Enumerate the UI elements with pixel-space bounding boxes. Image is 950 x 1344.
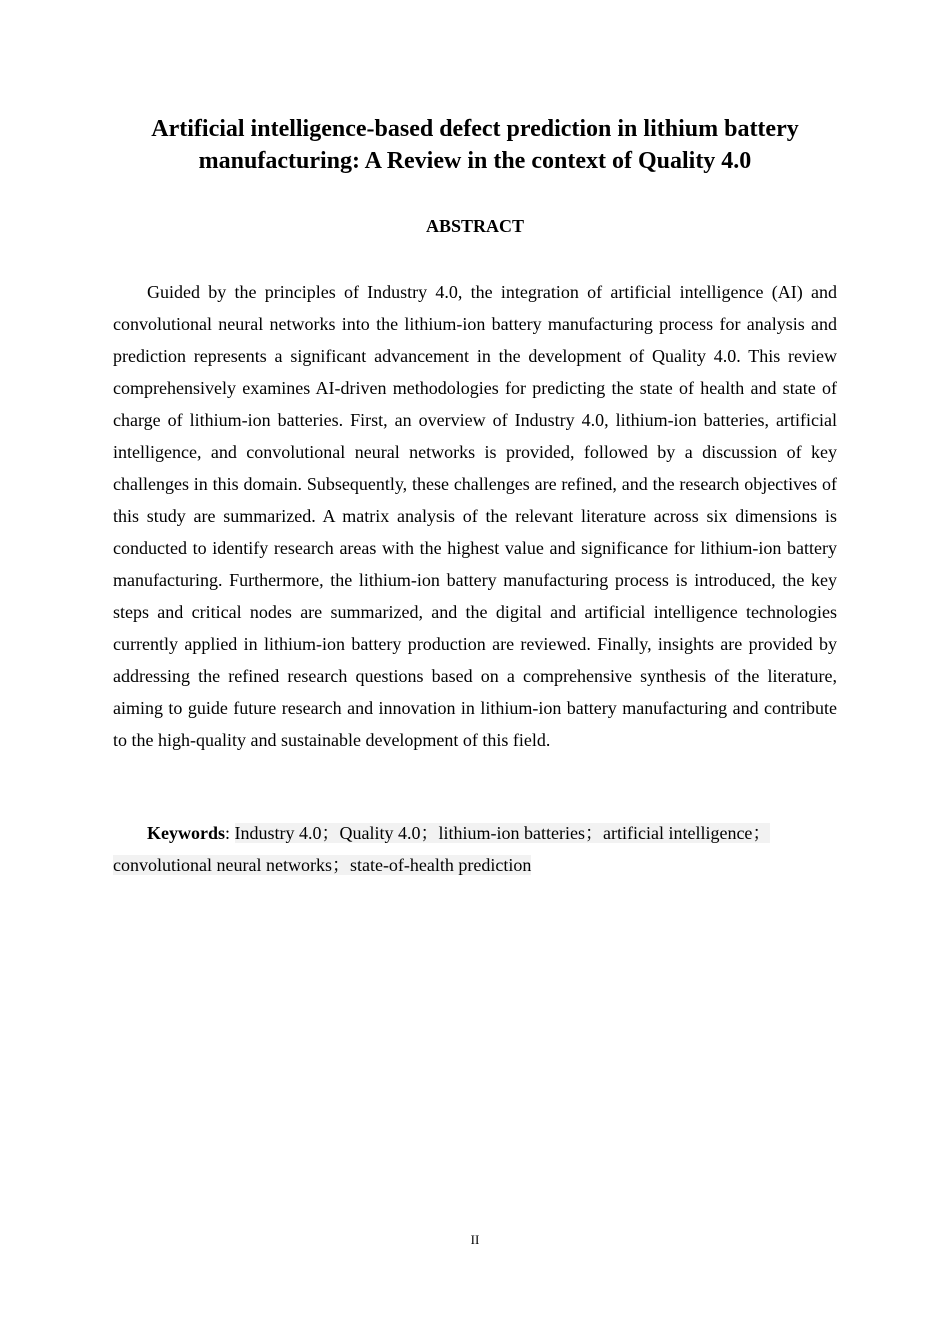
keyword-separator: ； <box>752 823 771 843</box>
keyword-item: Industry 4.0 <box>234 823 322 843</box>
keyword-item: lithium-ion batteries <box>438 823 585 843</box>
keywords-colon: : <box>225 823 231 843</box>
abstract-heading: ABSTRACT <box>425 216 525 236</box>
keyword-item: artificial intelligence <box>603 823 753 843</box>
keyword-separator: ； <box>420 823 439 843</box>
keywords-paragraph <box>113 817 837 881</box>
keyword-separator: ； <box>321 823 340 843</box>
keyword-item: state-of-health prediction <box>349 855 532 875</box>
page-number: II <box>470 1232 480 1247</box>
abstract-body: Guided by the principles of Industry 4.0, the integration of artificial intelligence (AI) and convolutional neural networks into the lithium-ion battery manufacturing process for analysis and prediction represents a significant advancement in the development of Quality 4.0. This review comprehensively examines AI-driven methodologies for predicting the state of health and state of charge of lithium-ion batteries. First, an overview of Industry 4.0, lithium-ion batteries, artificial intelligence, and convolutional neural networks is provided, followed by a discussion of key challenges in this domain. Subsequently, these challenges are refined, and the research objectives of this study are summarized. A matrix analysis of the relevant literature across six dimensions is conducted to identify research areas with the highest value and significance for lithium-ion battery manufacturing. Furthermore, the lithium-ion battery manufacturing process is introduced, the key steps and critical nodes are summarized, and the digital and artificial intelligence technologies currently applied in lithium-ion battery production are reviewed. Finally, insights are provided by addressing the refined research questions based on a comprehensive synthesis of the literature, aiming to guide future research and innovation in lithium-ion battery manufacturing and contribute to the high-quality and sustainable development of this field. <box>113 282 837 750</box>
keywords-label: Keywords <box>147 823 225 843</box>
paper-title: Artificial intelligence-based defect prediction in lithium battery manufacturing: A Review in the context of Quality 4.0 <box>151 116 799 174</box>
keyword-separator: ； <box>585 823 603 843</box>
keyword-item: convolutional neural networks <box>113 855 332 875</box>
keyword-separator: ； <box>331 855 350 875</box>
keyword-item: Quality 4.0 <box>339 823 421 843</box>
